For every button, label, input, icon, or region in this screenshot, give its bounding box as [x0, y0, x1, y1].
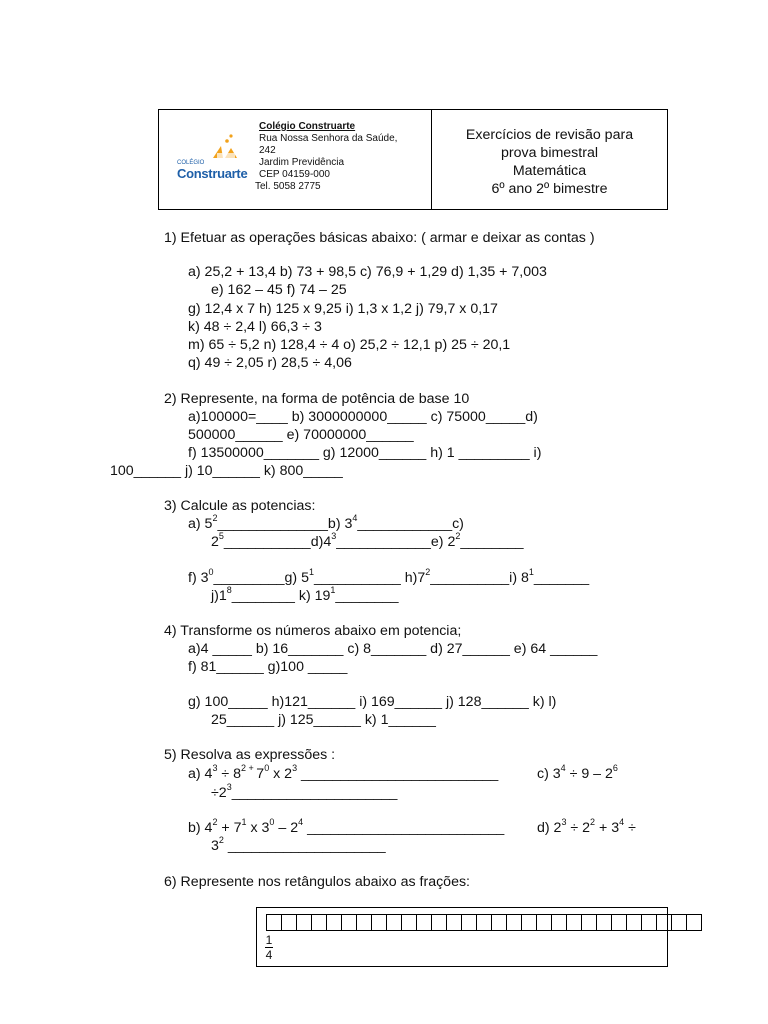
q3-title: 3) Calcule as potencias: [164, 498, 316, 514]
fraction-cell [281, 914, 297, 931]
title-line-3: Matemática [512, 163, 587, 179]
q1-line-6: q) 49 ÷ 2,05 r) 28,5 ÷ 4,06 [188, 355, 352, 371]
fraction-cell [611, 914, 627, 931]
logo-small-text: COLÉGIO [177, 160, 205, 166]
q4-title: 4) Transforme os números abaixo em potencia; [164, 623, 462, 639]
q1-title: 1) Efetuar as operações básicas abaixo: ( armar e deixar as contas ) [164, 230, 595, 246]
q5-line-a: a) $4^3 \div 8^{2 +}$ $7^0$ x $2^3$ _________________________ [188, 763, 499, 782]
q2-line-4: 100______ j) 10______ k) 800_____ [110, 463, 343, 479]
q3-line-1: a) $5^2\_\_\_\_\_\_\_\_\_\_\_\_\_\_b$) $3^4\_\_\_\_\_\_\_\_\_\_\_\_c$) [188, 513, 464, 532]
fraction-cell [386, 914, 402, 931]
fraction-cell [371, 914, 387, 931]
fraction-cell [446, 914, 462, 931]
fraction-cell [566, 914, 582, 931]
q5-line-c: c) $3^4 \div 9 - 2^6$ [537, 763, 618, 782]
fraction-cell [416, 914, 432, 931]
fraction-cell [326, 914, 342, 931]
fraction-cell [686, 914, 702, 931]
q5-line-d: d) $2^3 \div 2^2 + 3^4$ ÷ [537, 817, 636, 836]
fraction-cell [536, 914, 552, 931]
fraction-cell [521, 914, 537, 931]
q6-title: 6) Represente nos retângulos abaixo as frações: [164, 874, 471, 890]
q5-line-d-cont: $3^2$ ____________________ [211, 835, 386, 854]
school-address-line-2: 242 [259, 145, 276, 156]
q3-line-4: $j)1^8\_\_\_\_\_\_\_\_$ k) $19^1\_\_\_\_\_\_\_\_$ [211, 585, 399, 604]
fraction-cell [491, 914, 507, 931]
q1-line-3: g) 12,4 x 7 h) 125 x 9,25 i) 1,3 x 1,2 j) 79,7 x 0,17 [188, 301, 498, 317]
school-address-line-1: Rua Nossa Senhora da Saúde, [259, 133, 398, 144]
fraction-cell [341, 914, 357, 931]
fraction-cell [641, 914, 657, 931]
q4-line-2: f) 81______ g)100 _____ [188, 659, 348, 675]
fraction-cell [461, 914, 477, 931]
q4-line-3: g) 100_____ h)121______ i) 169______ j) 128______ k) l) [188, 694, 557, 710]
school-cep: CEP 04159-000 [259, 169, 330, 180]
fraction-cell [296, 914, 312, 931]
q2-title: 2) Represente, na forma de potência de base 10 [164, 391, 470, 407]
fraction-cell [401, 914, 417, 931]
school-info [255, 121, 398, 193]
q5-title: 5) Resolva as expressões : [164, 747, 336, 763]
fraction-cell [266, 914, 282, 931]
logo-big-text: Construarte [177, 166, 248, 181]
title-line-2: prova bimestral [501, 145, 598, 161]
fraction-cell [551, 914, 567, 931]
title-line-4: 6º ano 2º bimestre [491, 181, 608, 197]
title-line-1: Exercícios de revisão para [465, 127, 634, 143]
q5-line-b: b) $4^2 + 7^1$ x $3^0 - 2^4$ _________________________ [188, 817, 505, 836]
fraction-cell [581, 914, 597, 931]
q4-line-1: a)4 _____ b) 16_______ c) 8_______ d) 27______ e) 64 ______ [188, 641, 598, 657]
q1-line-1: a) 25,2 + 13,4 b) 73 + 98,5 c) 76,9 + 1,29 d) 1,35 + 7,003 [188, 264, 547, 280]
fraction-cell [671, 914, 687, 931]
fraction-cell [356, 914, 372, 931]
fraction-denominator: 4 [265, 948, 273, 962]
q1-line-5: m) 65 ÷ 5,2 n) 128,4 ÷ 4 o) 25,2 ÷ 12,1 p) 25 ÷ 20,1 [188, 337, 511, 353]
fraction-cell [596, 914, 612, 931]
q1-line-2: e) 162 – 45 f) 74 – 25 [211, 282, 347, 298]
fraction-cell [311, 914, 327, 931]
q2-line-3: f) 13500000_______ g) 12000______ h) 1 _________ i) [188, 445, 542, 461]
q5-line-c-cont: $\div 2^3\_\_\_\_\_\_\_\_\_\_\_\_\_\_\_\_\_\_\_\_\_$ [211, 782, 398, 801]
fraction-cell [431, 914, 447, 931]
q3-line-3: f) $3^0\_\_\_\_\_\_\_\_\_g$) $5^1\_\_\_\_\_\_\_\_\_\_\_$ $h)7^2\_\_\_\_\_\_\_\_\_\_i$) $8^1\_\_\_\_\_\_\_$ [188, 567, 590, 586]
fraction-cell [506, 914, 522, 931]
fraction-rectangle [256, 907, 668, 967]
fraction-numerator: 1 [265, 933, 273, 947]
q2-line-1: a)100000=____ b) 3000000000_____ c) 75000_____d) [188, 409, 538, 425]
q4-line-4: 25______ j) 125______ k) 1______ [211, 712, 436, 728]
document-title [432, 126, 667, 198]
q3-line-2: $2^5\_\_\_\_\_\_\_\_\_\_\_d)4^3\_\_\_\_\_\_\_\_\_\_\_\_e$) $2^2\_\_\_\_\_\_\_\_$ [211, 531, 524, 550]
fraction-cell [626, 914, 642, 931]
school-phone: Tel. 5058 2775 [255, 181, 321, 192]
q1-line-4: k) 48 ÷ 2,4 l) 66,3 ÷ 3 [188, 319, 322, 335]
fraction-cell [656, 914, 672, 931]
fraction-grid [267, 914, 702, 931]
fraction-one-quarter [265, 934, 273, 961]
school-district: Jardim Previdência [259, 157, 345, 168]
header-box [158, 109, 668, 210]
school-name: Colégio Construarte [259, 121, 356, 132]
school-logo [173, 128, 257, 188]
fraction-cell [476, 914, 492, 931]
q2-line-2: 500000______ e) 70000000______ [188, 427, 414, 443]
